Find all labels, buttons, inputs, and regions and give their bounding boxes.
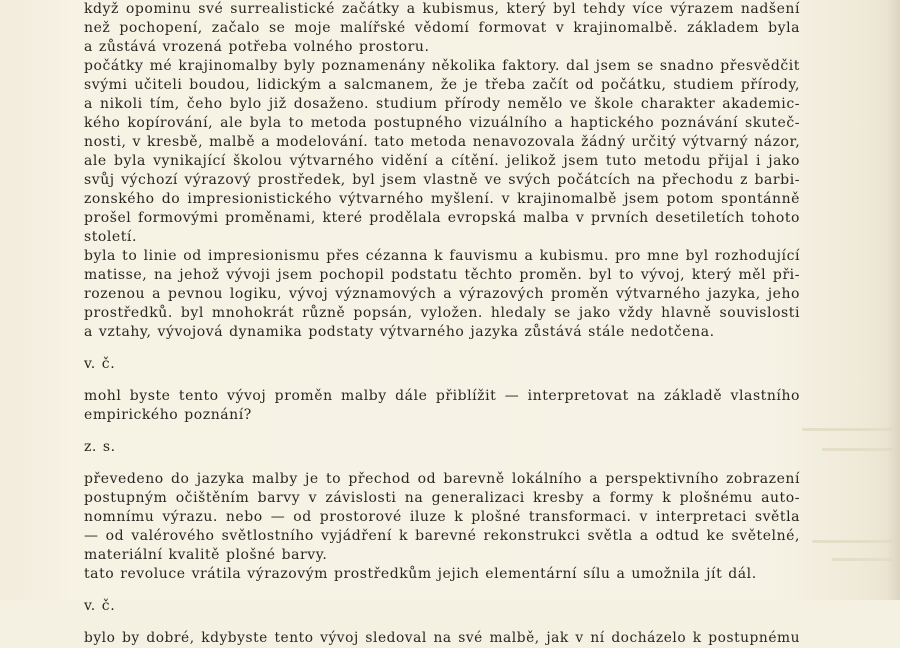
text-line: než pochopení, začalo se moje malířské vědomí formovat v krajinomalbě. základem byla [84, 20, 800, 36]
text-line: rozenou a pevnou logiku, vývoj významových a výrazových proměn výtvarného jazyka, jeho [84, 286, 800, 302]
text-line: tato revoluce vrátila výrazovým prostředkům jejich elementární sílu a umožnila jít dál. [84, 566, 757, 582]
text-line: empirického poznání? [84, 407, 252, 423]
document-text-block [84, 0, 800, 648]
text-line: prostředků. byl mnohokrát různě popsán, vyložen. hledaly se jako vždy hlavně souvislosti [84, 305, 800, 321]
text-line: kého kopírování, ale byla to metoda postupného vizuálního a haptického poznávání skuteč- [84, 115, 800, 131]
text-line: prošel formovými proměnami, které prodělala evropská malba v prvních desetiletích tohoto [84, 210, 800, 226]
text-line: a zůstává vrozená potřeba volného prostoru. [84, 39, 430, 55]
text-line: svůj výchozí výrazový prostředek, byl jsem vlastně ve svých počátcích na přechodu z barbi- [84, 172, 800, 188]
text-line: v. č. [84, 598, 116, 614]
text-line: bylo by dobré, kdybyste tento vývoj sledoval na své malbě, jak v ní docházelo k postupnému [84, 630, 800, 646]
text-line: byla to linie od impresionismu přes cézanna k fauvismu a kubismu. pro mne byl rozhodující [84, 248, 800, 264]
text-line: počátky mé krajinomalby byly poznamenány několika faktory. dal jsem se snadno přesvědčit [84, 58, 800, 74]
text-line: století. [84, 229, 137, 245]
text-line: materiální kvalitě plošné barvy. [84, 547, 328, 563]
text-line: — od valérového světlostního vyjádření k barevné rekonstrukci světla a odtud ke světelné, [84, 528, 800, 544]
text-line: matisse, na jehož vývoji jsem pochopil podstatu těchto proměn. byl to vývoj, který měl při- [84, 267, 800, 283]
text-line: když opominu své surrealistické začátky a kubismus, který byl tehdy více výrazem nadšení [84, 1, 800, 17]
paragraph-gap [84, 425, 800, 438]
paragraph-gap [84, 584, 800, 597]
paragraph-gap [84, 616, 800, 629]
text-line: ale byla vynikající školou výtvarného vidění a cítění. jelikož jsem tuto metodu přijal i jako [84, 153, 800, 169]
text-line: z. s. [84, 439, 116, 455]
text-line: nosti, v kresbě, malbě a modelování. tato metoda nenavozovala žádný určitý výtvarný názor, [84, 134, 801, 150]
text-line: zonského do impresionistického výtvarného myšlení. v krajinomalbě jsem potom spontánně [84, 191, 800, 207]
text-line: a nikoli tím, čeho bylo již dosaženo. studium přírody nemělo ve škole charakter akademic- [84, 96, 800, 112]
text-line: mohl byste tento vývoj proměn malby dále přiblížit — interpretovat na základě vlastního [84, 388, 800, 404]
show-through-mark [822, 448, 892, 451]
text-line: nomnímu výrazu. nebo — od prostorové iluze k plošné transformaci. v interpretaci světla [84, 509, 800, 525]
show-through-mark [812, 540, 892, 543]
text-line: postupným očištěním barvy v závislosti na generalizaci kresby a formy k plošnému auto- [84, 490, 800, 506]
show-through-mark [832, 558, 892, 561]
page-edge-shadow [886, 0, 900, 600]
text-line: a vztahy, vývojová dynamika podstaty výtvarného jazyka zůstává stále nedotčena. [84, 324, 715, 340]
text-line: svými učiteli boudou, lidickým a salcmanem, že je třeba začít od počátku, studiem přírody, [84, 77, 800, 93]
text-line: převedeno do jazyka malby je to přechod od barevně lokálního a perspektivního zobrazení [84, 471, 800, 487]
show-through-mark [802, 428, 892, 431]
text-line: v. č. [84, 356, 116, 372]
paragraph-gap [84, 342, 800, 355]
paragraph-gap [84, 374, 800, 387]
paragraph-gap [84, 457, 800, 470]
